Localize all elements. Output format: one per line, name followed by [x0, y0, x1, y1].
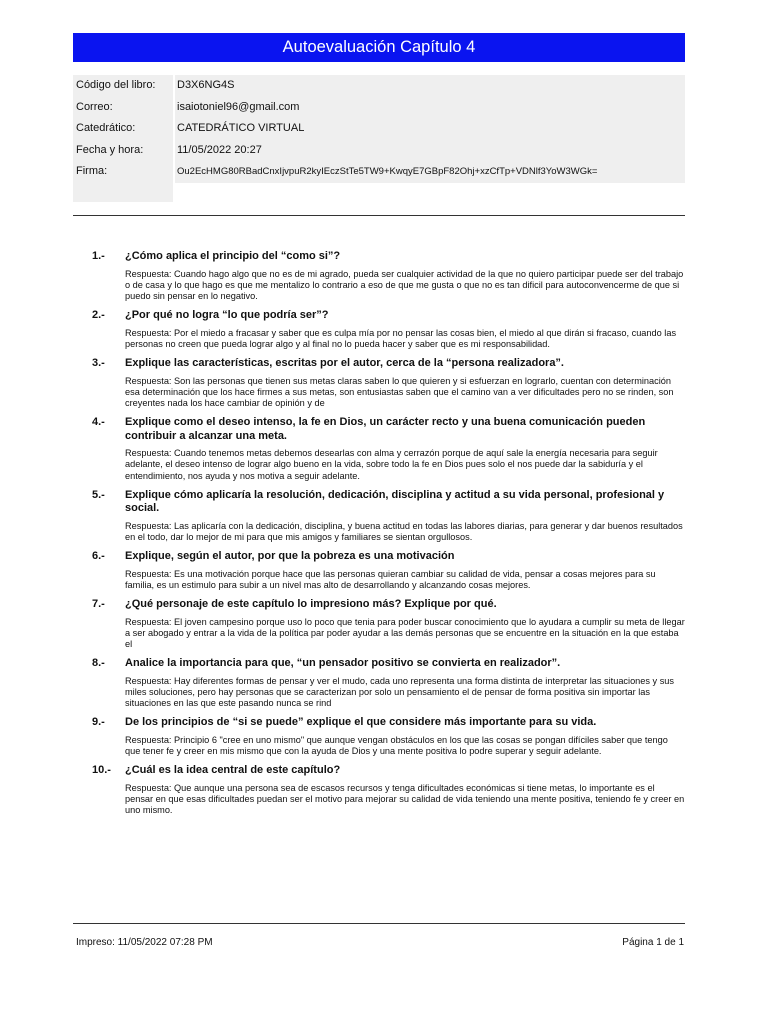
printed-timestamp: Impreso: 11/05/2022 07:28 PM: [76, 937, 213, 948]
answer-text: Respuesta: Cuando hago algo que no es de mi agrado, pueda ser cualquier actividad de la que no quiero participar puede ser del trabajo o de casa y lo que hago es que me mentalizo lo contrario a eso de que me gusta o que no es tan dificil para autoconvencerme de que si puedo sin pensar en lo negativo.: [125, 268, 684, 301]
answer-text: Respuesta: El joven campesino porque uso lo poco que tenia para poder buscar conocimiento que lo ayudara a cumplir su meta de llegar a ser abogado y entrar a la vida de la política par poder ayudar a las demás personas que se encuentre en la situación en la que estaba el: [125, 616, 685, 649]
answer-text: Respuesta: Cuando tenemos metas debemos desearlas con alma y cerrazón porque de aquí sale la energía necesaria para seguir adelante, el deseo intenso de lograr algo bueno en la vida, sobre todo la fe en Dios pues solo el nos puede dar la sabiduría y el entendimiento, nos ayuda y nos motiva a seguir adelante.: [125, 448, 658, 481]
info-table: [73, 75, 685, 202]
answer-text: Respuesta: Principio 6 "cree en uno mismo" que aunque vengan obstáculos en los que las cosas se pongan difíciles saber que tengo que tener fe y creer en mis mismo que con la ayuda de Dios y una mente positiva lo podre superar y seguir adelante.: [125, 734, 668, 756]
answer-text: Respuesta: Que aunque una persona sea de escasos recursos y tenga dificultades económicas si tiene metas, lo importante es el pensar en que esas dificultades puedan ser el motivo para mejorar su calidad de vida teniendo una mente positiva, teniendo fe y creer en uno mismo.: [125, 782, 685, 816]
question-number: 3.-: [92, 357, 105, 370]
question-item: [73, 764, 685, 816]
email-value: isaiotoniel96@gmail.com: [175, 97, 685, 119]
info-label: Catedrático:: [73, 118, 173, 140]
footer-divider: [73, 923, 685, 924]
info-row-datetime: [73, 140, 685, 162]
header-divider: [73, 215, 685, 216]
info-label: Fecha y hora:: [73, 140, 173, 162]
question-text: ¿Qué personaje de este capítulo lo impresiono más? Explique por qué.: [125, 598, 497, 611]
question-item: [73, 657, 685, 709]
question-text: ¿Cómo aplica el principio del “como si”?: [125, 250, 341, 262]
question-number: 5.-: [92, 488, 105, 501]
question-text: ¿Cuál es la idea central de este capítulo?: [125, 764, 341, 777]
page-number: Página 1 de 1: [622, 937, 684, 948]
answer-text: Respuesta: Son las personas que tienen sus metas claras saben lo que quieren y si esfuerzan en lograrlo, cuentan con determinación esa determinación que los hace firmes a sus metas, son entusiastas saben que el camino van a ver dificultades pero no se rinden, son creyentes nada los hace cambiar de opinión y de: [125, 375, 674, 408]
question-number: 7.-: [92, 598, 105, 611]
teacher-value: CATEDRÁTICO VIRTUAL: [175, 118, 685, 140]
info-row-email: [73, 97, 685, 119]
answer-text: Respuesta: Las aplicaría con la dedicación, disciplina, y buena actitud en todas las labores diarias, para generar y dar buenos resultados en el todo, dar lo mejor de mi para que mis amigos y familiares se sientan orgullosos.: [125, 520, 683, 542]
question-number: 6.-: [92, 550, 105, 563]
question-text: Analice la importancia para que, “un pensador positivo se convierta en realizador”.: [125, 657, 561, 670]
datetime-value: 11/05/2022 20:27: [175, 140, 685, 162]
info-row-teacher: [73, 118, 685, 140]
signature-value: Ou2EcHMG80RBadCnxIjvpuR2kyIEczStTe5TW9+KwqyE7GBpF82Ohj+xzCfTp+VDNlf3YoW3WGk=: [175, 161, 685, 183]
question-text: Explique, según el autor, por que la pobreza es una motivación: [125, 550, 455, 563]
info-label: Correo:: [73, 97, 173, 119]
question-text: Explique cómo aplicaría la resolución, dedicación, disciplina y actitud a su vida personal, profesional y social.: [125, 488, 665, 515]
question-number: 9.-: [92, 716, 105, 729]
question-item: [73, 598, 685, 650]
question-number: 4.-: [92, 416, 105, 429]
question-item: [73, 489, 685, 543]
question-list: [73, 250, 685, 823]
question-item: [73, 550, 685, 591]
question-item: [73, 416, 685, 482]
question-item: [73, 716, 685, 757]
question-number: 1.-: [92, 250, 105, 262]
question-text: Explique como el deseo intenso, la fe en Dios, un carácter recto y una buena comunicación pueden contribuir a alcanzar una meta.: [125, 416, 646, 442]
question-number: 10.-: [92, 764, 111, 777]
info-filler: [73, 183, 685, 202]
question-text: Explique las características, escritas por el autor, cerca de la “persona realizadora”.: [125, 357, 564, 370]
question-text: De los principios de “si se puede” explique el que considere más importante para su vida.: [125, 716, 597, 729]
question-item: [73, 357, 685, 409]
answer-text: Respuesta: Por el miedo a fracasar y saber que es culpa mía por no pensar las cosas bien, el miedo al que dirán si fracaso, cuando las personas no creen que pueda lograr algo y al final no lo pueda hacer y saber que es mi responsabilidad.: [125, 327, 677, 349]
info-label: Firma:: [73, 161, 173, 183]
book-code-value: D3X6NG4S: [175, 75, 685, 97]
info-row-signature: [73, 161, 685, 183]
question-text: ¿Por qué no logra “lo que podría ser”?: [125, 309, 329, 322]
question-number: 2.-: [92, 309, 105, 322]
info-label-empty: [73, 183, 173, 202]
answer-text: Respuesta: Hay diferentes formas de pensar y ver el mudo, cada uno representa una forma distinta de interpretar las situaciones y sus miles soluciones, pero hay personas que se caracterizan por solo un pensamiento el de pensar de forma positiva sin importar las situaciones en las que este pasando nunca se rind: [125, 675, 674, 709]
page-title: Autoevaluación Capítulo 4: [73, 33, 685, 62]
info-row-book-code: [73, 75, 685, 97]
question-item: [73, 250, 685, 302]
question-item: [73, 309, 685, 350]
answer-text: Respuesta: Es una motivación porque hace que las personas quieran cambiar su calidad de vida, pensar a cosas mejores para su familia, es un estimulo para subir a un nivel mas alto de desarrollando y alcanzando cosas mejores.: [125, 568, 656, 590]
info-value-empty: [175, 183, 685, 202]
question-number: 8.-: [92, 657, 105, 670]
info-label: Código del libro:: [73, 75, 173, 97]
